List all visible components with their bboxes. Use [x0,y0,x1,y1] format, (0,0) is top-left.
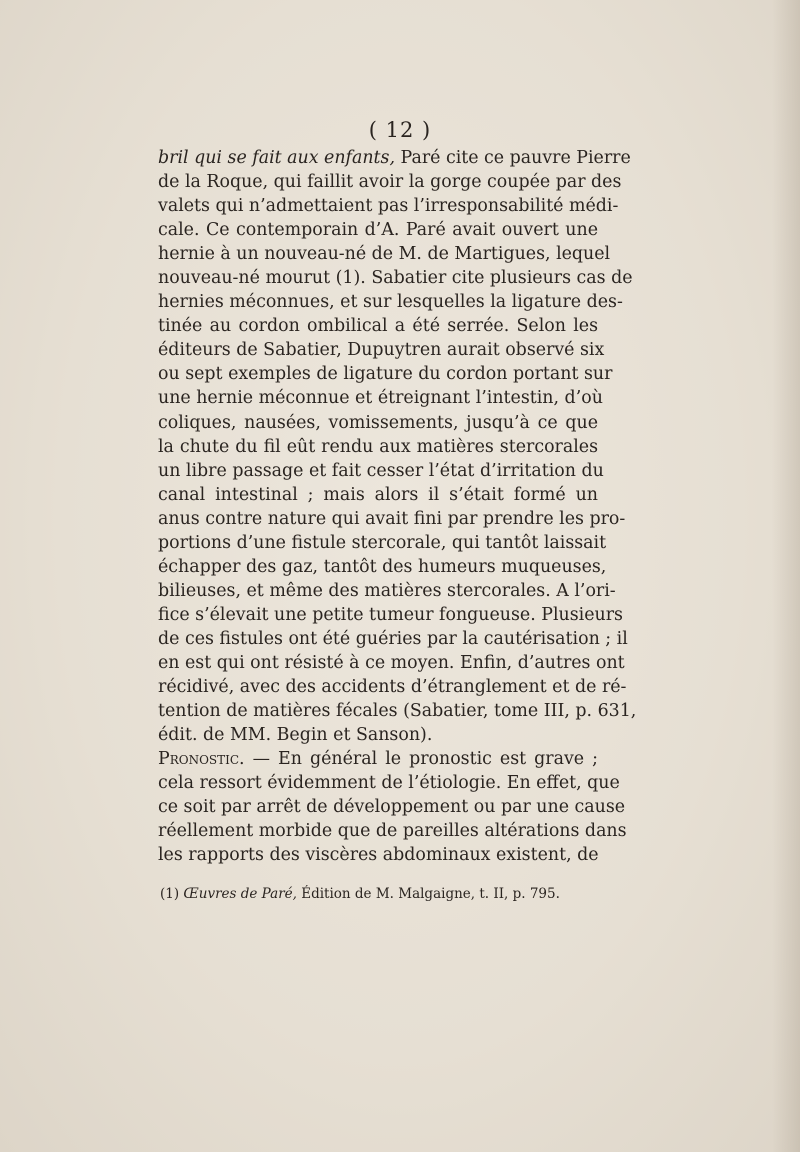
line-text: cela ressort évidemment de l’étiologie. En effet, que [158,773,620,794]
text-line [158,266,633,290]
footnote-title: Œuvres de Paré, [183,886,297,902]
text-line [158,386,603,410]
text-line [158,242,611,266]
footnote-marker: (1) [160,886,180,902]
text-line [158,411,598,435]
line-text: — En général le pronostic est grave ; [244,749,598,770]
text-line [158,771,620,795]
text-line [158,290,623,314]
line-text: de ces fistules ont été guéries par la cautérisation ; il [158,628,628,649]
line-text: ce soit par arrêt de développement ou par une cause [158,797,626,818]
text-line [158,819,627,843]
line-text: cale. Ce contemporain d’A. Paré avait ouvert une [158,220,598,241]
text-line [158,218,598,242]
text-line [158,531,607,555]
line-text: nouveau-né mourut (1). Sabatier cite plusieurs cas de [158,268,633,289]
line-text: tention de matières fécales (Sabatier, tome III, p. 631, [158,701,637,722]
text-line [158,362,613,386]
line-text: hernie à un nouveau-né de M. de Martigues, lequel [158,244,611,265]
line-text: la chute du fil eût rendu aux matières stercorales [158,436,598,457]
line-text: une hernie méconnue et étreignant l’intestin, d’où [158,388,603,409]
text-line [158,314,598,338]
text-line [158,170,622,194]
text-line [158,459,604,483]
footnote-text: Édition de M. Malgaigne, t. II, p. 795. [296,886,560,902]
text-line [158,435,598,459]
text-line [158,795,626,819]
text-line [158,723,598,747]
line-text: bilieuses, et même des matières stercorales. A l’ori- [158,580,616,601]
line-text: de la Roque, qui faillit avoir la gorge coupée par des [158,172,622,193]
text-line [158,483,598,507]
line-text: portions d’une fistule stercorale, qui tantôt laissait [158,532,607,553]
line-text: anus contre nature qui avait fini par prendre les pro- [158,508,626,529]
line-text: réellement morbide que de pareilles altérations dans [158,821,627,842]
text-line [158,603,623,627]
text-line [158,555,607,579]
line-text: éditeurs de Sabatier, Dupuytren aurait observé six [158,340,605,361]
line-text: tinée au cordon ombilical a été serrée. Selon les [158,316,598,337]
line-text: un libre passage et fait cesser l’état d’irritation du [158,460,604,481]
line-text: en est qui ont résisté à ce moyen. Enfin, d’autres ont [158,652,625,673]
section-heading: Pronostic. [158,749,245,770]
text-line [158,338,605,362]
line-text: récidivé, avec des accidents d’étranglement et de ré- [158,677,627,698]
text-line [158,507,626,531]
line-text: hernies méconnues, et sur lesquelles la ligature des- [158,292,623,313]
line-text: valets qui n’admettaient pas l’irresponsabilité médi- [158,196,619,217]
text-line [158,146,631,170]
page-number: ( 12 ) [368,118,432,142]
line-text: canal intestinal ; mais alors il s’était formé un [158,484,598,505]
line-text: échapper des gaz, tantôt des humeurs muqueuses, [158,556,607,577]
text-line [158,675,627,699]
text-line [158,699,637,723]
text-line [158,194,619,218]
italic-phrase: bril qui se fait aux enfants, [158,148,395,168]
footnote [160,886,600,902]
text-line [158,651,625,675]
body-text [158,146,637,867]
page-edge-shadow [772,0,800,1152]
line-text: Paré cite ce pauvre Pierre [395,148,631,168]
line-text: fice s’élevait une petite tumeur fongueuse. Plusieurs [158,604,623,625]
text-line [158,627,628,651]
text-line [158,843,598,867]
line-text: ou sept exemples de ligature du cordon portant sur [158,364,613,385]
line-text: édit. de MM. Begin et Sanson). [158,725,433,746]
text-line [158,747,598,771]
line-text: coliques, nausées, vomissements, jusqu’à ce que [158,412,598,433]
text-line [158,579,616,603]
line-text: les rapports des viscères abdominaux existent, de [158,845,599,866]
